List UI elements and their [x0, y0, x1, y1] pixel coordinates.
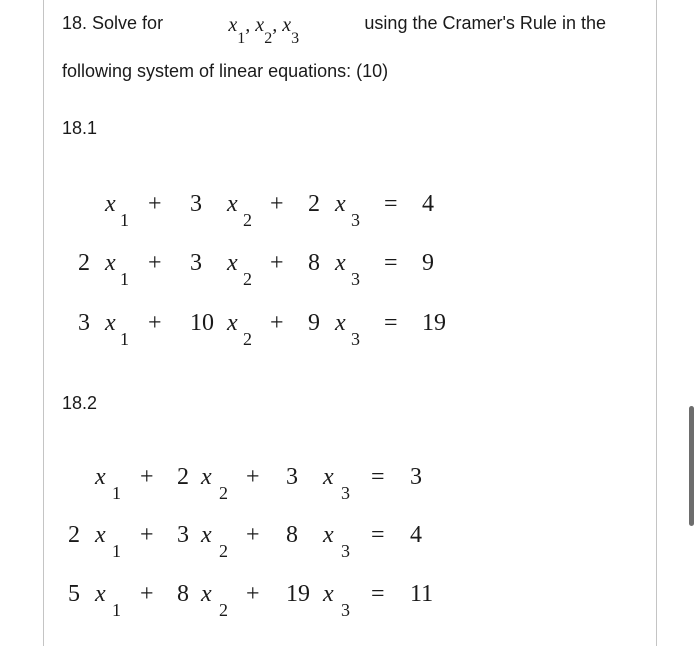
part-label-18-1: 18.1: [62, 118, 98, 138]
subscript-1: 1: [112, 600, 121, 620]
right-hand-side: 11: [410, 581, 434, 607]
coefficient-3: 19: [286, 581, 310, 607]
plus-sign: +: [140, 522, 154, 548]
variable-x2: x: [227, 250, 238, 276]
plus-sign: +: [140, 464, 154, 490]
coefficient-1: 2: [68, 522, 80, 548]
coefficient-2: 3: [190, 250, 202, 276]
question-prefix: 18. Solve for: [62, 13, 164, 33]
question-variables: $x_1$, $x_2$, $x_3$: [228, 14, 300, 47]
variable-x1: x: [105, 250, 116, 276]
plus-sign: +: [148, 250, 162, 276]
plus-sign: +: [140, 581, 154, 607]
question-line-2: following system of linear equations: (10): [62, 61, 389, 81]
equals-sign: =: [371, 522, 385, 548]
right-hand-side: 19: [422, 310, 446, 336]
subscript-3: 3: [351, 269, 360, 289]
right-hand-side: 3: [410, 464, 422, 490]
coefficient-2: 10: [190, 310, 214, 336]
equation-row: [78, 190, 478, 230]
plus-sign: +: [246, 522, 260, 548]
variable-x3: x: [335, 191, 346, 217]
subscript-1: 1: [120, 210, 129, 230]
subscript-3: 3: [351, 210, 360, 230]
subscript-1: 1: [120, 269, 129, 289]
equals-sign: =: [384, 191, 398, 217]
variable-x1: x: [95, 522, 106, 548]
variable-x2: x: [201, 522, 212, 548]
equation-row: [78, 249, 478, 289]
variable-x3: x: [323, 581, 334, 607]
question-line-1: [62, 12, 606, 48]
var-name: x: [282, 14, 292, 36]
equation-row: [68, 521, 468, 561]
variable-x1: x: [95, 464, 106, 490]
coefficient-2: 3: [177, 522, 189, 548]
var-subscript: 1: [237, 30, 246, 47]
part-label-18-2: 18.2: [62, 393, 98, 413]
subscript-3: 3: [341, 541, 350, 561]
right-hand-side: 4: [422, 191, 434, 217]
question-text: [62, 12, 606, 82]
page-border-left: [43, 0, 44, 646]
plus-sign: +: [270, 310, 284, 336]
coefficient-3: 3: [286, 464, 298, 490]
equation-row: [78, 309, 478, 349]
coefficient-3: 8: [308, 250, 320, 276]
subscript-1: 1: [112, 541, 121, 561]
coefficient-3: 9: [308, 310, 320, 336]
right-hand-side: 9: [422, 250, 434, 276]
variable-x2: x: [227, 191, 238, 217]
variable-x3: x: [323, 464, 334, 490]
plus-sign: +: [246, 464, 260, 490]
var-name: x: [255, 14, 265, 36]
plus-sign: +: [270, 191, 284, 217]
variable-x1: x: [105, 310, 116, 336]
equation-row: [68, 463, 468, 503]
variable-x3: x: [323, 522, 334, 548]
coefficient-2: 2: [177, 464, 189, 490]
coefficient-2: 8: [177, 581, 189, 607]
page-border-right: [656, 0, 657, 646]
plus-sign: +: [246, 581, 260, 607]
coefficient-1: 2: [78, 250, 90, 276]
coefficient-1: 3: [78, 310, 90, 336]
subscript-3: 3: [351, 329, 360, 349]
question-suffix: using the Cramer's Rule in the: [364, 13, 606, 33]
equals-sign: =: [384, 250, 398, 276]
equals-sign: =: [371, 581, 385, 607]
plus-sign: +: [270, 250, 284, 276]
subscript-2: 2: [219, 483, 228, 503]
plus-sign: +: [148, 310, 162, 336]
subscript-2: 2: [243, 329, 252, 349]
subscript-3: 3: [341, 600, 350, 620]
subscript-2: 2: [243, 269, 252, 289]
var-subscript: 3: [291, 30, 300, 47]
var-name: x: [228, 14, 238, 36]
variable-x1: x: [105, 191, 116, 217]
variable-x3: x: [335, 250, 346, 276]
subscript-2: 2: [243, 210, 252, 230]
var-subscript: 2: [264, 30, 273, 47]
equals-sign: =: [371, 464, 385, 490]
variable-x2: x: [227, 310, 238, 336]
right-hand-side: 4: [410, 522, 422, 548]
coefficient-1: 5: [68, 581, 80, 607]
subscript-3: 3: [341, 483, 350, 503]
vertical-scrollbar[interactable]: [689, 406, 694, 526]
subscript-2: 2: [219, 600, 228, 620]
coefficient-2: 3: [190, 191, 202, 217]
coefficient-3: 8: [286, 522, 298, 548]
coefficient-3: 2: [308, 191, 320, 217]
variable-x3: x: [335, 310, 346, 336]
subscript-1: 1: [120, 329, 129, 349]
subscript-2: 2: [219, 541, 228, 561]
variable-x1: x: [95, 581, 106, 607]
variable-x2: x: [201, 464, 212, 490]
plus-sign: +: [148, 191, 162, 217]
equation-row: [68, 580, 468, 620]
subscript-1: 1: [112, 483, 121, 503]
equals-sign: =: [384, 310, 398, 336]
variable-x2: x: [201, 581, 212, 607]
